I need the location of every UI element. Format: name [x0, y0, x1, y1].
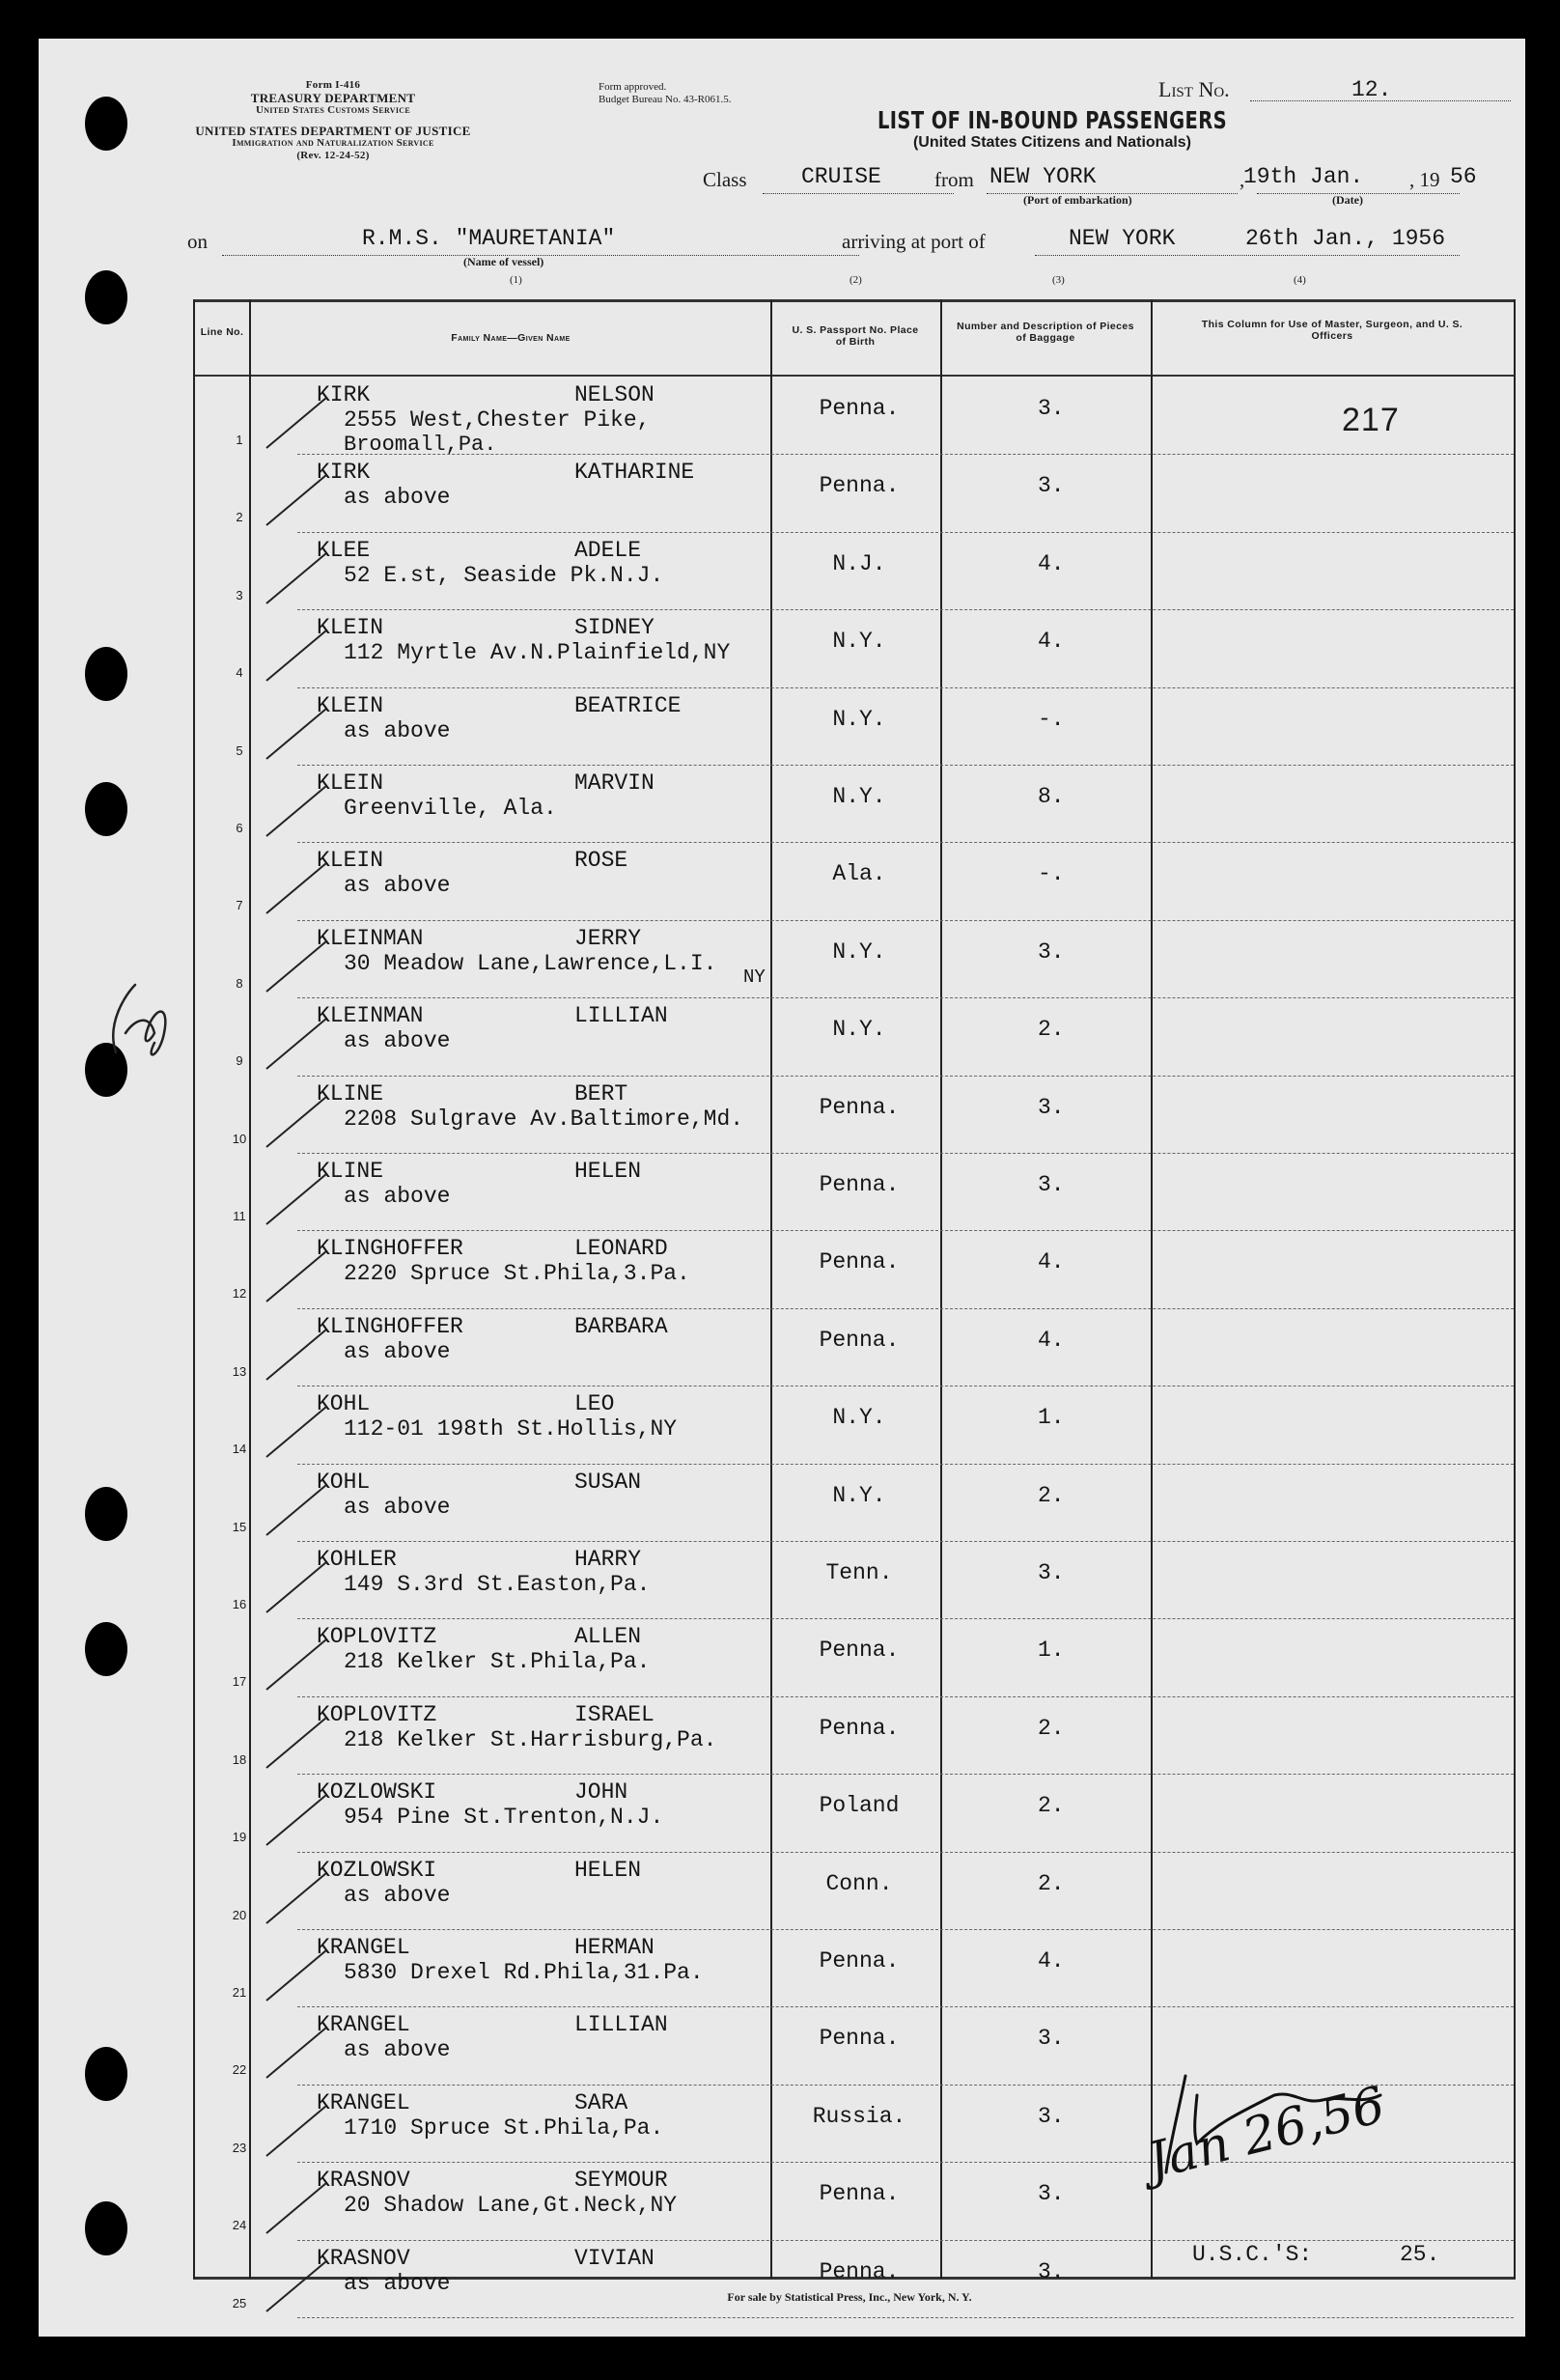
family-name: KOHL — [317, 1469, 371, 1495]
check-mark-icon — [259, 1320, 336, 1387]
family-name: KOZLOWSKI — [317, 1779, 437, 1806]
given-name: KATHARINE — [574, 460, 695, 486]
port-caption: (Port of embarkation) — [1023, 193, 1132, 207]
address: 218 Kelker St.Phila,Pa. — [344, 1649, 651, 1675]
check-mark-icon — [259, 1397, 336, 1465]
check-mark-icon — [259, 621, 336, 688]
place-of-birth: Penna. — [819, 2258, 900, 2284]
check-mark-icon — [259, 932, 336, 999]
baggage-count: 4. — [1038, 629, 1065, 655]
row-separator — [297, 1852, 1514, 1853]
place-of-birth: Ala. — [832, 861, 886, 887]
address: as above — [344, 1882, 451, 1908]
check-mark-icon — [259, 1553, 336, 1620]
address: 149 S.3rd St.Easton,Pa. — [344, 1572, 651, 1597]
arrival-port: NEW YORK — [1069, 226, 1176, 251]
given-name: HELEN — [574, 1857, 642, 1883]
given-name: BEATRICE — [574, 692, 682, 718]
given-name: NELSON — [574, 382, 655, 407]
address: 2220 Spruce St.Phila,3.Pa. — [344, 1261, 690, 1287]
line-number: 17 — [232, 1674, 247, 1690]
immigration-label: Immigration and Naturalization Service — [232, 137, 434, 149]
list-no-value: 12. — [1351, 77, 1392, 102]
departure-date-value: 19th Jan. — [1243, 164, 1364, 189]
place-of-birth: N.Y. — [832, 706, 886, 732]
family-name: KLEINMAN — [317, 925, 424, 951]
usc-label: U.S.C.'S: — [1192, 2242, 1313, 2267]
given-name: JERRY — [574, 925, 642, 951]
given-name: MARVIN — [574, 770, 655, 796]
family-name: KOPLOVITZ — [317, 1624, 437, 1650]
col-marker-3: (3) — [1052, 274, 1065, 286]
col-header-officers: This Column for Use of Master, Surgeon, and U. S. Officers — [1201, 319, 1463, 342]
punch-hole — [85, 2201, 127, 2255]
place-of-birth: N.Y. — [832, 784, 886, 809]
given-name: LILLIAN — [574, 2012, 668, 2038]
family-name: KRANGEL — [317, 1935, 410, 1960]
given-name: ALLEN — [574, 1624, 642, 1650]
family-name: KRASNOV — [317, 2168, 410, 2194]
arrival-date: 26th Jan., 1956 — [1245, 226, 1446, 251]
place-of-birth: Penna. — [819, 1172, 900, 1197]
row-separator — [297, 1076, 1514, 1077]
baggage-count: 3. — [1038, 2026, 1065, 2052]
row-separator — [297, 842, 1514, 843]
line-number: 14 — [232, 1442, 247, 1457]
punch-hole — [85, 782, 127, 836]
col-header-line-no: Line No. — [200, 326, 244, 338]
form-approval — [599, 81, 731, 106]
line-number: 16 — [232, 1597, 247, 1611]
year-suffix: 56 — [1450, 164, 1477, 189]
baggage-count: 4. — [1038, 1327, 1065, 1353]
punch-hole — [85, 2047, 127, 2101]
col-header-baggage: Number and Description of Pieces of Baggage — [957, 321, 1134, 344]
line-number: 11 — [233, 1209, 246, 1223]
given-name: BARBARA — [574, 1313, 668, 1339]
check-mark-icon — [259, 388, 336, 456]
check-mark-icon — [259, 1708, 336, 1776]
address: 112 Myrtle Av.N.Plainfield,NY — [344, 640, 731, 666]
family-name: KLINGHOFFER — [317, 1236, 463, 1262]
check-mark-icon — [259, 1630, 336, 1697]
baggage-count: 3. — [1038, 1560, 1065, 1585]
check-mark-icon — [259, 2096, 336, 2164]
family-name: KLEE — [317, 537, 371, 563]
given-name: ADELE — [574, 537, 642, 563]
address: 1710 Spruce St.Phila,Pa. — [344, 2114, 664, 2141]
page-subtitle: (United States Citizens and Nationals) — [912, 134, 1192, 151]
line-number: 6 — [236, 821, 243, 835]
vessel-name: R.M.S. "MAURETANIA" — [362, 226, 616, 251]
col-marker-2: (2) — [850, 274, 862, 286]
family-name: KIRK — [317, 382, 371, 407]
given-name: HERMAN — [574, 1935, 655, 1960]
check-mark-icon — [259, 699, 336, 767]
baggage-count: 3. — [1038, 938, 1065, 965]
row-separator — [297, 920, 1514, 921]
address: 112-01 198th St.Hollis,NY — [344, 1416, 678, 1442]
family-name: KLINE — [317, 1159, 384, 1184]
address: 2208 Sulgrave Av.Baltimore,Md. — [344, 1106, 744, 1132]
baggage-count: 3. — [1038, 473, 1065, 499]
baggage-count: 2. — [1038, 1793, 1065, 1819]
on-label: on — [187, 230, 208, 253]
row-separator — [297, 454, 1514, 455]
place-of-birth: N.Y. — [832, 938, 886, 965]
baggage-count: 1. — [1038, 1638, 1065, 1664]
line-number: 2 — [236, 510, 243, 525]
baggage-count: 2. — [1038, 1715, 1065, 1741]
address: 5830 Drexel Rd.Phila,31.Pa. — [344, 1960, 704, 1985]
col-marker-4: (4) — [1294, 274, 1306, 286]
manifest-page: Form I-416 TREASURY DEPARTMENT United States Customs Service UNITED STATES DEPARTMENT OF JUSTICE Immigration and Naturalization Service (Rev. 12-24-52) Form approved. Budget Bureau No. 43-R061.5. List No. 12. LIST OF IN-BOUND PASSENGERS (United States Citizens and Nationals) Class CRUISE from NEW YORK (Port of embarkation) , 19th Jan. (Date) , 19 56 on R.M.S. "MAURETANIA" (Name of vessel) arriving at port of NEW YORK 26th Jan., 1956 (1) (2) (3) (4) Line No. Family Name—Given Name U. S. Passport No. Place of Birth Number and Description of Pieces of Baggage This Column for Use of Master, Surgeon, and U. S. Officers KIRK NELSON 2555 West,Chester Pike, Broomall,Pa. Penna. 3. 1 KIRK KATHARINE as above Penna. 3. 2 KLEE ADELE 52 E.st, Seaside Pk.N.J. N.J. 4. 3 KLEIN SIDNEY 112 Myrtle Av.N.Plainfield,NY N.Y. 4. 4 KLEIN BEATRICE as above N.Y. -. 5 KLEIN MARVIN Greenville, Ala. N.Y. 8. 6 KLEIN ROSE as above Ala. -. 7 KLEINMAN JERRY 30 Meadow Lane,Lawrence,L.I. NY N.Y. 3. 8 KLEINMAN LILLIAN as above N.Y. 2. 9 KLINE BERT 2208 Sulgrave Av.Baltimore,Md. Penna. 3. 10 KLINE HELEN as above Penna. 3. 11 KLINGHOFFER LEONARD 2220 Spruce St.Phila,3.Pa. Penna. 4. 12 KLINGHOFFER BARBARA as above Penna. 4. 13 KOHL LEO 112-01 198th St.Hollis,NY N.Y. 1. 14 KOHL SUSAN as above N.Y. 2. 15 KOHLER HARRY 149 S.3rd St.Easton,Pa. Tenn. 3. 16 KOPLOVITZ ALLEN 218 Kelker St.Phila,Pa. Penna. 1. 17 KOPLOVITZ ISRAEL 218 Kelker St.Harrisburg,Pa. Penna. 2. 18 KOZLOWSKI JOHN 954 Pine St.Trenton,N.J. Poland 2. 19 KOZLOWSKI HELEN as above Conn. 2. 20 KRANGEL HERMAN 5830 Drexel Rd.Phila,31.Pa. Penna. 4. 21 KRANGEL LILLIAN as above Penna. 3. 22 KRANGEL SARA 1710 Spruce St.Phila,Pa. Russia. 3. 23 KRASNOV SEYMOUR 20 Shadow Lane,Gt.Neck,NY Penna. 3. 24 KRASNOV VIVIAN as above Penna. 3. 25 217 U.S.C.'S: 25. Jan 26,56 For sale by Statistical Press, Inc., New York, N. Y. — [39, 39, 1525, 2337]
check-mark-icon — [259, 1009, 336, 1077]
line-number: 4 — [236, 665, 243, 681]
footer-note: For sale by Statistical Press, Inc., New York, N. Y. — [727, 2290, 972, 2304]
line-number: 9 — [236, 1053, 243, 1069]
line-number: 21 — [232, 1985, 247, 2000]
family-name: KRANGEL — [317, 2012, 410, 2038]
baggage-count: 3. — [1038, 1094, 1065, 1120]
line-number: 23 — [232, 2140, 247, 2155]
baggage-count: -. — [1038, 706, 1065, 732]
baggage-count: 3. — [1038, 396, 1065, 421]
given-name: HARRY — [574, 1547, 642, 1572]
family-name: KLEINMAN — [317, 1003, 424, 1029]
row-separator — [297, 1230, 1514, 1231]
given-name: JOHN — [574, 1779, 628, 1806]
address: as above — [344, 1494, 451, 1520]
given-name: LILLIAN — [574, 1003, 668, 1029]
revision-label: (Rev. 12-24-52) — [296, 150, 370, 161]
form-number: Form I-416 — [305, 79, 361, 91]
punch-hole — [85, 1622, 127, 1676]
from-label: from — [934, 168, 974, 191]
line-number: 18 — [232, 1751, 247, 1767]
place-of-birth: N.Y. — [832, 629, 886, 655]
place-of-birth: Penna. — [819, 1715, 900, 1741]
form-approved-label: Form approved. — [599, 81, 667, 93]
check-mark-icon — [259, 465, 336, 533]
row-separator — [297, 1153, 1514, 1154]
family-name: KLEIN — [317, 615, 384, 641]
check-mark-icon — [259, 1475, 336, 1543]
line-number: 5 — [236, 742, 243, 758]
line-number: 3 — [236, 587, 243, 602]
given-name: LEO — [574, 1391, 615, 1417]
place-of-birth: Tenn. — [825, 1560, 893, 1585]
line-number: 15 — [232, 1519, 247, 1534]
family-name: KLEIN — [317, 770, 384, 796]
place-of-birth: Penna. — [819, 1948, 900, 1974]
line-number: 7 — [236, 898, 243, 913]
baggage-count: -. — [1038, 861, 1065, 887]
address: as above — [344, 2270, 451, 2296]
officer-number: 217 — [1342, 402, 1400, 438]
place-of-birth: N.J. — [832, 550, 886, 576]
line-number: 12 — [232, 1286, 247, 1302]
given-name: BERT — [574, 1080, 628, 1106]
address: as above — [344, 717, 451, 743]
place-of-birth: Penna. — [819, 1249, 900, 1275]
check-mark-icon — [259, 2018, 336, 2086]
line-number: 22 — [232, 2062, 247, 2078]
given-name: HELEN — [574, 1159, 642, 1184]
check-mark-icon — [259, 2252, 336, 2319]
place-of-birth: Penna. — [819, 473, 900, 499]
address: 2555 West,Chester Pike, — [344, 407, 651, 433]
given-name: SEYMOUR — [574, 2168, 668, 2194]
baggage-count: 2. — [1038, 1017, 1065, 1043]
class-label: Class — [703, 168, 747, 191]
family-name: KOHLER — [317, 1547, 397, 1572]
year-prefix: 19 — [1419, 168, 1440, 191]
place-of-birth: Penna. — [819, 2026, 900, 2052]
class-value: CRUISE — [801, 164, 881, 189]
place-of-birth: Penna. — [819, 396, 900, 421]
row-separator — [297, 2317, 1514, 2318]
line-number: 25 — [232, 2295, 247, 2310]
margin-scribble — [97, 966, 183, 1072]
address: as above — [344, 1184, 451, 1209]
baggage-count: 1. — [1038, 1405, 1065, 1431]
treasury-label: TREASURY DEPARTMENT — [250, 91, 416, 105]
punch-hole — [85, 97, 127, 151]
family-name: KOHL — [317, 1391, 371, 1417]
baggage-count: 3. — [1038, 1172, 1065, 1197]
family-name: KLEIN — [317, 692, 384, 718]
row-separator — [297, 765, 1514, 766]
check-mark-icon — [259, 854, 336, 921]
list-no-label: List No. — [1158, 77, 1230, 101]
row-separator — [297, 1308, 1514, 1309]
check-mark-icon — [259, 1941, 336, 2008]
line-number: 24 — [232, 2218, 247, 2233]
punch-hole — [85, 1487, 127, 1541]
check-mark-icon — [259, 1863, 336, 1931]
place-of-birth: N.Y. — [832, 1017, 886, 1043]
row-separator — [297, 1541, 1514, 1542]
row-separator — [297, 1618, 1514, 1619]
given-name: SARA — [574, 2089, 628, 2115]
row-separator — [297, 2240, 1514, 2241]
usc-value: 25. — [1400, 2242, 1440, 2267]
place-of-birth: Russia. — [812, 2103, 906, 2129]
family-name: KOZLOWSKI — [317, 1857, 437, 1883]
address: as above — [344, 2037, 451, 2063]
family-name: KLINGHOFFER — [317, 1313, 463, 1339]
date-caption: (Date) — [1332, 193, 1363, 207]
address: as above — [344, 873, 451, 899]
place-of-birth: N.Y. — [832, 1482, 886, 1508]
justice-label: UNITED STATES DEPARTMENT OF JUSTICE — [195, 124, 471, 138]
row-separator — [297, 1929, 1514, 1930]
baggage-count: 4. — [1038, 1249, 1065, 1275]
given-name: VIVIAN — [574, 2245, 655, 2271]
col-header-name: Family Name—Given Name — [451, 332, 571, 344]
agency-block — [183, 79, 483, 162]
row-separator — [297, 997, 1514, 998]
arriving-label: arriving at port of — [842, 230, 986, 253]
punch-hole — [85, 647, 127, 701]
place-of-birth: Poland — [819, 1793, 900, 1819]
baggage-count: 3. — [1038, 2103, 1065, 2129]
given-name: LEONARD — [574, 1236, 668, 1262]
line-number: 19 — [232, 1830, 247, 1845]
address: as above — [344, 1028, 451, 1054]
row-separator — [297, 1696, 1514, 1697]
line-number: 1 — [236, 433, 243, 447]
address: 52 E.st, Seaside Pk.N.J. — [344, 562, 664, 588]
address: 30 Meadow Lane,Lawrence,L.I. — [344, 950, 717, 976]
page-title: LIST OF IN-BOUND PASSENGERS — [877, 106, 1228, 134]
family-name: KLINE — [317, 1080, 384, 1106]
vessel-caption: (Name of vessel) — [463, 255, 544, 268]
address-line2: Broomall,Pa. — [344, 433, 497, 457]
given-name: ROSE — [574, 848, 628, 874]
place-of-birth: Penna. — [819, 2181, 900, 2207]
signature-date: Jan 26,56 — [1141, 2076, 1391, 2192]
place-of-birth: Penna. — [819, 1094, 900, 1120]
check-mark-icon — [259, 2173, 336, 2241]
col-header-passport: U. S. Passport No. Place of Birth — [792, 324, 919, 348]
family-name: KLEIN — [317, 848, 384, 874]
given-name: SUSAN — [574, 1469, 642, 1495]
check-mark-icon — [259, 1785, 336, 1853]
family-name: KRASNOV — [317, 2245, 410, 2271]
baggage-count: 8. — [1038, 784, 1065, 809]
address: 218 Kelker St.Harrisburg,Pa. — [344, 1726, 717, 1752]
row-separator — [297, 1774, 1514, 1775]
baggage-count: 3. — [1038, 2258, 1065, 2284]
row-separator — [297, 2006, 1514, 2007]
check-mark-icon — [259, 776, 336, 844]
address: 954 Pine St.Trenton,N.J. — [344, 1805, 664, 1831]
title-block — [811, 106, 1294, 152]
place-of-birth: Penna. — [819, 1638, 900, 1664]
line-number: 20 — [232, 1907, 247, 1922]
embark-port-value: NEW YORK — [989, 164, 1097, 189]
line-number: 8 — [236, 975, 243, 991]
address: Greenville, Ala. — [344, 796, 557, 821]
baggage-count: 4. — [1038, 550, 1065, 576]
address-note: NY — [743, 966, 766, 988]
given-name: ISRAEL — [574, 1701, 655, 1727]
place-of-birth: N.Y. — [832, 1405, 886, 1431]
baggage-count: 3. — [1038, 2181, 1065, 2207]
punch-hole — [85, 270, 127, 324]
family-name: KOPLOVITZ — [317, 1701, 437, 1727]
family-name: KIRK — [317, 460, 371, 486]
check-mark-icon — [259, 544, 336, 611]
address: as above — [344, 485, 451, 511]
given-name: SIDNEY — [574, 615, 655, 641]
line-number: 13 — [232, 1363, 247, 1379]
baggage-count: 2. — [1038, 1870, 1065, 1896]
row-separator — [297, 532, 1514, 533]
check-mark-icon — [259, 1242, 336, 1309]
check-mark-icon — [259, 1087, 336, 1155]
baggage-count: 2. — [1038, 1482, 1065, 1508]
baggage-count: 4. — [1038, 1948, 1065, 1974]
address: 20 Shadow Lane,Gt.Neck,NY — [344, 2193, 678, 2219]
address: as above — [344, 1338, 451, 1364]
row-separator — [297, 1464, 1514, 1465]
budget-bureau-label: Budget Bureau No. 43-R061.5. — [599, 94, 732, 105]
place-of-birth: Conn. — [825, 1870, 893, 1896]
place-of-birth: Penna. — [819, 1327, 900, 1353]
customs-label: United States Customs Service — [256, 104, 410, 116]
row-separator — [297, 687, 1514, 688]
line-number: 10 — [232, 1131, 247, 1146]
check-mark-icon — [259, 1164, 336, 1232]
family-name: KRANGEL — [317, 2089, 410, 2115]
row-separator — [297, 609, 1514, 610]
col-marker-1: (1) — [510, 274, 522, 286]
